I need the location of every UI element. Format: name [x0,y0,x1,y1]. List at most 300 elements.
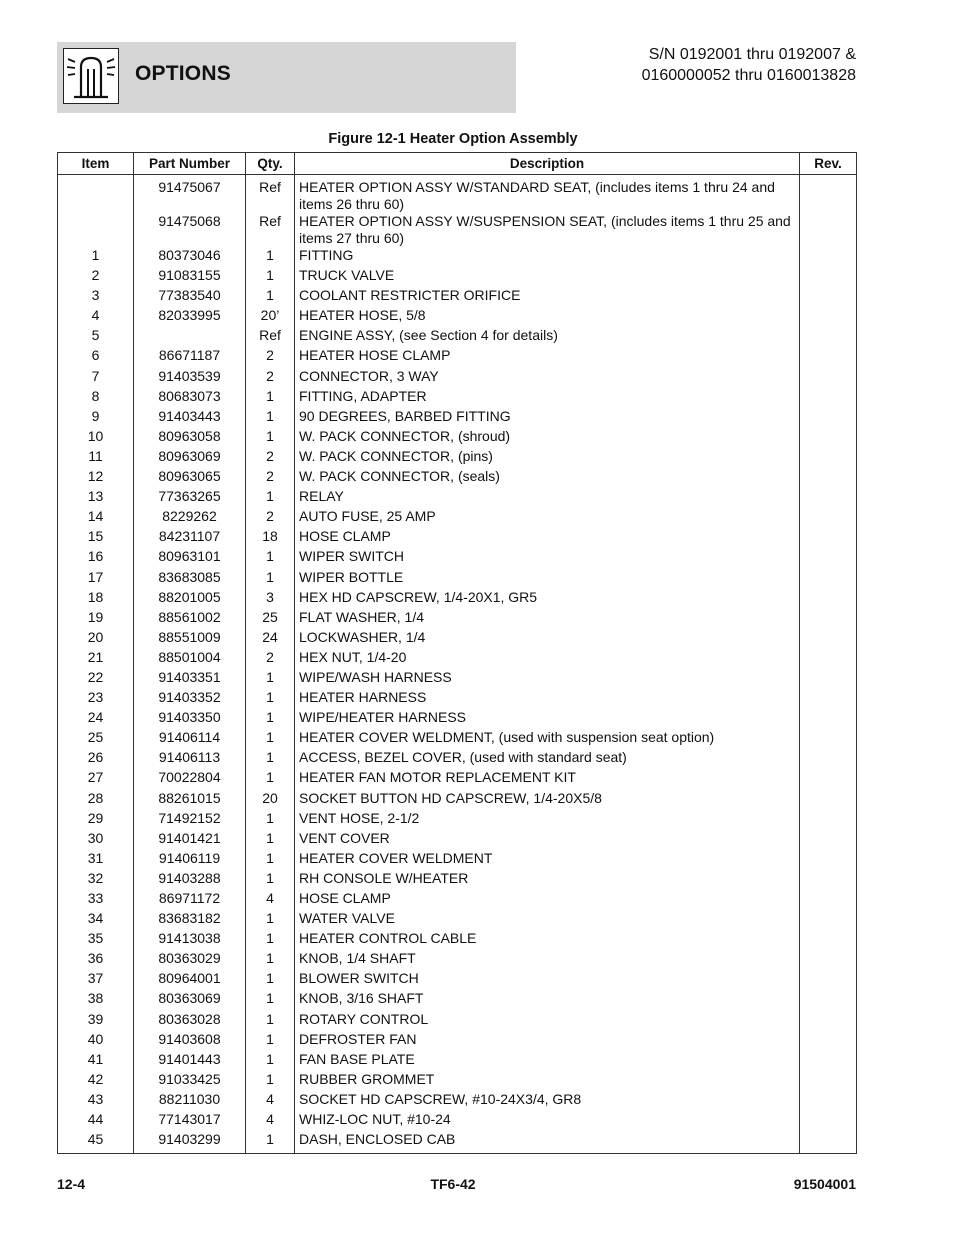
cell-description: WATER VALVE [295,910,800,930]
cell-rev [800,327,857,347]
cell-part-number: 70022804 [134,769,246,789]
cell-description: SOCKET BUTTON HD CAPSCREW, 1/4-20X5/8 [295,790,800,810]
cell-description: KNOB, 1/4 SHAFT [295,950,800,970]
cell-qty: 1 [246,267,295,287]
cell-qty: 1 [246,830,295,850]
cell-rev [800,1111,857,1131]
cell-qty: 20 [246,790,295,810]
table-row [58,589,857,609]
cell-item: 35 [58,930,134,950]
cell-item: 43 [58,1091,134,1111]
cell-part-number: 88551009 [134,629,246,649]
table-row [58,870,857,890]
cell-description: HEATER HOSE CLAMP [295,347,800,367]
table-row [58,488,857,508]
cell-qty: 1 [246,488,295,508]
cell-description: WIPE/HEATER HARNESS [295,709,800,729]
cell-description: W. PACK CONNECTOR, (shroud) [295,428,800,448]
cell-rev [800,408,857,428]
cell-part-number: 80963065 [134,468,246,488]
table-row [58,689,857,709]
cell-qty: 1 [246,1051,295,1071]
cell-rev [800,468,857,488]
cell-description: HEATER CONTROL CABLE [295,930,800,950]
cell-qty: Ref [246,327,295,347]
cell-item: 33 [58,890,134,910]
cell-item: 14 [58,508,134,528]
cell-rev [800,850,857,870]
cell-rev [800,508,857,528]
cell-rev [800,709,857,729]
table-row [58,970,857,990]
cell-part-number: 91475067 [134,175,246,214]
table-row [58,950,857,970]
cell-rev [800,528,857,548]
cell-item [58,213,134,247]
table-row [58,830,857,850]
cell-rev [800,769,857,789]
cell-rev [800,388,857,408]
cell-description: BLOWER SWITCH [295,970,800,990]
cell-qty: 2 [246,649,295,669]
cell-description: RUBBER GROMMET [295,1071,800,1091]
cell-qty: 1 [246,569,295,589]
cell-item: 5 [58,327,134,347]
heater-option-icon [63,48,119,104]
cell-rev [800,347,857,367]
cell-part-number: 88261015 [134,790,246,810]
cell-description: HEATER HOSE, 5/8 [295,307,800,327]
cell-item: 34 [58,910,134,930]
cell-item: 11 [58,448,134,468]
cell-description: TRUCK VALVE [295,267,800,287]
cell-item: 4 [58,307,134,327]
cell-part-number: 91403351 [134,669,246,689]
cell-description: FLAT WASHER, 1/4 [295,609,800,629]
table-row [58,468,857,488]
cell-qty: 1 [246,930,295,950]
column-header-description: Description [295,153,800,175]
cell-qty: 2 [246,347,295,367]
section-title: OPTIONS [135,62,231,85]
cell-qty: 2 [246,508,295,528]
cell-part-number: 91403350 [134,709,246,729]
cell-item: 10 [58,428,134,448]
cell-description: DASH, ENCLOSED CAB [295,1131,800,1154]
cell-description: HEATER COVER WELDMENT [295,850,800,870]
cell-qty: 1 [246,769,295,789]
cell-item: 8 [58,388,134,408]
cell-item: 30 [58,830,134,850]
cell-qty: 1 [246,388,295,408]
table-row [58,850,857,870]
cell-rev [800,428,857,448]
cell-description: LOCKWASHER, 1/4 [295,629,800,649]
cell-item: 29 [58,810,134,830]
cell-item: 20 [58,629,134,649]
table-row [58,388,857,408]
footer-doc-number: 91504001 [793,1176,856,1192]
table-row [58,569,857,589]
cell-description: FITTING, ADAPTER [295,388,800,408]
cell-part-number: 80363069 [134,990,246,1010]
cell-qty: 2 [246,368,295,388]
cell-part-number: 80963101 [134,548,246,568]
cell-part-number: 80963069 [134,448,246,468]
table-row [58,368,857,388]
cell-rev [800,287,857,307]
table-row [58,910,857,930]
cell-description: WIPER BOTTLE [295,569,800,589]
table-row [58,448,857,468]
cell-part-number: 91403539 [134,368,246,388]
column-header-rev: Rev. [800,153,857,175]
cell-description: VENT COVER [295,830,800,850]
table-row [58,709,857,729]
table-row [58,1091,857,1111]
cell-qty: 1 [246,970,295,990]
cell-description: RH CONSOLE W/HEATER [295,870,800,890]
cell-qty: 20’ [246,307,295,327]
table-row [58,890,857,910]
cell-item: 40 [58,1031,134,1051]
table-row [58,769,857,789]
cell-qty: 18 [246,528,295,548]
cell-rev [800,213,857,247]
cell-qty: 1 [246,1031,295,1051]
cell-qty: 4 [246,1111,295,1131]
table-row [58,408,857,428]
cell-qty: 1 [246,810,295,830]
cell-item: 21 [58,649,134,669]
serial-line-1: S/N 0192001 thru 0192007 & [648,46,856,63]
cell-qty: 3 [246,589,295,609]
column-header-item: Item [58,153,134,175]
serial-range [642,44,856,86]
cell-item: 9 [58,408,134,428]
cell-item: 36 [58,950,134,970]
cell-description: W. PACK CONNECTOR, (seals) [295,468,800,488]
table-row [58,213,857,247]
cell-part-number: 88211030 [134,1091,246,1111]
cell-qty: 1 [246,287,295,307]
cell-item: 2 [58,267,134,287]
cell-part-number: 77363265 [134,488,246,508]
cell-item: 18 [58,589,134,609]
cell-item: 27 [58,769,134,789]
cell-rev [800,890,857,910]
figure-title: Figure 12-1 Heater Option Assembly [328,131,578,147]
cell-item: 28 [58,790,134,810]
cell-description: CONNECTOR, 3 WAY [295,368,800,388]
table-row [58,1011,857,1031]
cell-description: FITTING [295,247,800,267]
cell-qty: 25 [246,609,295,629]
cell-rev [800,790,857,810]
cell-part-number: 8229262 [134,508,246,528]
cell-description: ENGINE ASSY, (see Section 4 for details) [295,327,800,347]
cell-rev [800,870,857,890]
cell-item: 22 [58,669,134,689]
cell-item: 19 [58,609,134,629]
cell-rev [800,729,857,749]
table-row [58,609,857,629]
cell-part-number: 80963058 [134,428,246,448]
cell-item: 3 [58,287,134,307]
cell-qty: 1 [246,709,295,729]
cell-rev [800,368,857,388]
cell-rev [800,749,857,769]
cell-qty: Ref [246,213,295,247]
column-header-qty: Qty. [246,153,295,175]
cell-item: 13 [58,488,134,508]
cell-part-number: 91403299 [134,1131,246,1154]
cell-rev [800,609,857,629]
cell-rev [800,910,857,930]
cell-description: DEFROSTER FAN [295,1031,800,1051]
cell-description: WIPE/WASH HARNESS [295,669,800,689]
table-row [58,1031,857,1051]
cell-rev [800,810,857,830]
cell-item: 16 [58,548,134,568]
cell-rev [800,689,857,709]
cell-description: 90 DEGREES, BARBED FITTING [295,408,800,428]
table-row [58,749,857,769]
cell-rev [800,930,857,950]
cell-qty: 1 [246,910,295,930]
cell-part-number: 91475068 [134,213,246,247]
parts-table [57,152,857,1154]
footer-page-number: 12-4 [57,1176,86,1192]
cell-qty: 4 [246,890,295,910]
cell-rev [800,830,857,850]
cell-rev [800,669,857,689]
cell-rev [800,1031,857,1051]
cell-qty: 1 [246,729,295,749]
serial-line-2: 0160000052 thru 0160013828 [641,67,856,84]
cell-part-number: 91403608 [134,1031,246,1051]
table-row [58,347,857,367]
cell-rev [800,548,857,568]
cell-part-number: 80373046 [134,247,246,267]
table-row [58,1071,857,1091]
cell-description: HEATER HARNESS [295,689,800,709]
cell-item: 45 [58,1131,134,1154]
table-row [58,810,857,830]
cell-description: ACCESS, BEZEL COVER, (used with standard seat) [295,749,800,769]
table-row [58,649,857,669]
table-row [58,1131,857,1154]
cell-qty: 1 [246,548,295,568]
cell-rev [800,950,857,970]
cell-qty: 4 [246,1091,295,1111]
table-row [58,327,857,347]
cell-part-number: 86671187 [134,347,246,367]
cell-qty: 1 [246,850,295,870]
cell-qty: 1 [246,669,295,689]
cell-part-number: 91033425 [134,1071,246,1091]
cell-qty: 1 [246,1071,295,1091]
cell-rev [800,1051,857,1071]
cell-item: 42 [58,1071,134,1091]
cell-qty: Ref [246,175,295,214]
cell-item: 37 [58,970,134,990]
table-row [58,528,857,548]
cell-description: SOCKET HD CAPSCREW, #10-24X3/4, GR8 [295,1091,800,1111]
cell-rev [800,175,857,214]
cell-item: 44 [58,1111,134,1131]
cell-part-number: 71492152 [134,810,246,830]
cell-rev [800,488,857,508]
cell-part-number: 91083155 [134,267,246,287]
table-row [58,175,857,214]
cell-rev [800,267,857,287]
table-row [58,508,857,528]
cell-qty: 1 [246,870,295,890]
table-row [58,267,857,287]
cell-qty: 1 [246,1131,295,1154]
cell-item: 26 [58,749,134,769]
cell-qty: 1 [246,247,295,267]
cell-qty: 1 [246,990,295,1010]
table-row [58,307,857,327]
cell-description: HEATER COVER WELDMENT, (used with suspension seat option) [295,729,800,749]
cell-item: 32 [58,870,134,890]
table-header-row [58,153,857,175]
cell-rev [800,629,857,649]
cell-item: 25 [58,729,134,749]
cell-item: 23 [58,689,134,709]
header-band [57,42,516,113]
cell-description: HEATER FAN MOTOR REPLACEMENT KIT [295,769,800,789]
table-row [58,790,857,810]
cell-description: HEX HD CAPSCREW, 1/4-20X1, GR5 [295,589,800,609]
table-row [58,990,857,1010]
cell-part-number: 88201005 [134,589,246,609]
table-row [58,548,857,568]
cell-rev [800,1071,857,1091]
cell-rev [800,990,857,1010]
cell-part-number: 82033995 [134,307,246,327]
cell-rev [800,448,857,468]
cell-description: HEATER OPTION ASSY W/SUSPENSION SEAT, (includes items 1 thru 25 and items 27 thru 60) [295,213,800,247]
cell-description: ROTARY CONTROL [295,1011,800,1031]
cell-part-number: 77143017 [134,1111,246,1131]
cell-qty: 1 [246,749,295,769]
cell-item: 7 [58,368,134,388]
cell-item [58,175,134,214]
footer-model: TF6-42 [430,1176,476,1192]
cell-part-number: 91406119 [134,850,246,870]
cell-description: HOSE CLAMP [295,528,800,548]
parts-table-body [58,175,857,1154]
cell-description: WIPER SWITCH [295,548,800,568]
cell-item: 38 [58,990,134,1010]
table-row [58,669,857,689]
cell-rev [800,1091,857,1111]
cell-description: HEATER OPTION ASSY W/STANDARD SEAT, (includes items 1 thru 24 and items 26 thru 60) [295,175,800,214]
cell-part-number: 88501004 [134,649,246,669]
cell-item: 15 [58,528,134,548]
cell-part-number: 86971172 [134,890,246,910]
table-row [58,428,857,448]
cell-description: FAN BASE PLATE [295,1051,800,1071]
table-row [58,247,857,267]
cell-description: RELAY [295,488,800,508]
cell-qty: 2 [246,468,295,488]
table-row [58,1051,857,1071]
table-row [58,729,857,749]
column-header-part-number: Part Number [134,153,246,175]
cell-part-number: 84231107 [134,528,246,548]
cell-part-number: 91413038 [134,930,246,950]
cell-qty: 1 [246,689,295,709]
cell-item: 12 [58,468,134,488]
cell-description: COOLANT RESTRICTER ORIFICE [295,287,800,307]
cell-part-number: 91403288 [134,870,246,890]
cell-qty: 2 [246,448,295,468]
cell-rev [800,1011,857,1031]
cell-rev [800,970,857,990]
cell-item: 24 [58,709,134,729]
cell-rev [800,247,857,267]
cell-part-number: 91401421 [134,830,246,850]
cell-rev [800,307,857,327]
cell-description: AUTO FUSE, 25 AMP [295,508,800,528]
cell-description: HEX NUT, 1/4-20 [295,649,800,669]
cell-description: VENT HOSE, 2-1/2 [295,810,800,830]
cell-part-number: 91403443 [134,408,246,428]
cell-part-number: 83683182 [134,910,246,930]
cell-description: HOSE CLAMP [295,890,800,910]
cell-rev [800,569,857,589]
cell-part-number: 80363028 [134,1011,246,1031]
cell-item: 39 [58,1011,134,1031]
cell-rev [800,1131,857,1154]
cell-description: WHIZ-LOC NUT, #10-24 [295,1111,800,1131]
table-row [58,1111,857,1131]
table-row [58,287,857,307]
cell-item: 41 [58,1051,134,1071]
cell-part-number: 80363029 [134,950,246,970]
cell-item: 31 [58,850,134,870]
cell-item: 6 [58,347,134,367]
table-row [58,629,857,649]
cell-part-number [134,327,246,347]
cell-qty: 1 [246,1011,295,1031]
cell-part-number: 91406114 [134,729,246,749]
cell-qty: 1 [246,428,295,448]
cell-description: W. PACK CONNECTOR, (pins) [295,448,800,468]
cell-qty: 1 [246,950,295,970]
table-row [58,930,857,950]
cell-item: 1 [58,247,134,267]
cell-part-number: 83683085 [134,569,246,589]
cell-part-number: 91406113 [134,749,246,769]
cell-part-number: 77383540 [134,287,246,307]
cell-part-number: 88561002 [134,609,246,629]
cell-item: 17 [58,569,134,589]
cell-rev [800,649,857,669]
cell-part-number: 80964001 [134,970,246,990]
cell-part-number: 91401443 [134,1051,246,1071]
cell-part-number: 80683073 [134,388,246,408]
cell-qty: 24 [246,629,295,649]
cell-rev [800,589,857,609]
cell-part-number: 91403352 [134,689,246,709]
cell-qty: 1 [246,408,295,428]
cell-description: KNOB, 3/16 SHAFT [295,990,800,1010]
